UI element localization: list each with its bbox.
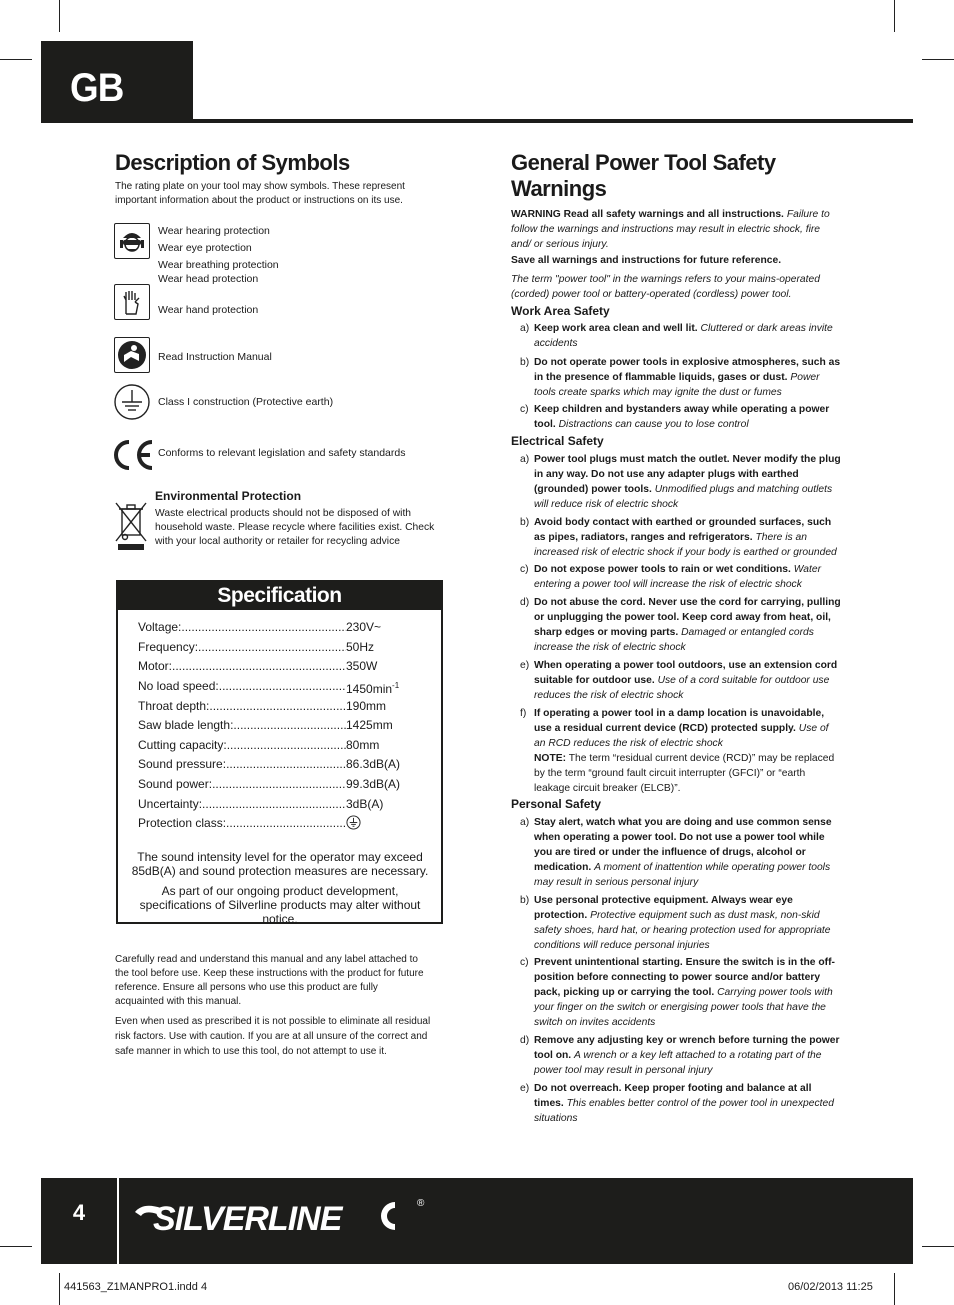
- read-manual-paragraph: Carefully read and understand this manual and any label attached to the tool before use. Keep these instructions with the product for future reference. Ensure all persons who use this product are fully acquainted with this manual.: [115, 954, 424, 1007]
- crop-mark: [922, 59, 954, 60]
- spec-row-sound-power: Sound power: ..... 99.3dB(A): [138, 776, 428, 792]
- slug-timestamp: 06/02/2013 11:25: [788, 1281, 873, 1293]
- crop-mark: [894, 0, 895, 32]
- language-label: GB: [70, 66, 124, 110]
- read-manual-label: Read Instruction Manual: [158, 351, 272, 363]
- save-warnings: Save all warnings and instructions for future reference.: [511, 255, 782, 266]
- warnings-title: General Power Tool Safety Warnings: [511, 150, 776, 201]
- header-rule: [193, 119, 913, 123]
- hand-protection-label: Wear hand protection: [158, 304, 259, 316]
- symbols-title: Description of Symbols: [115, 150, 350, 175]
- spec-row-throat-depth: Throat depth: ..... 190mm: [138, 698, 428, 714]
- spec-row-voltage: Voltage: ..... 230V~: [138, 619, 428, 635]
- spec-row-frequency: Frequency: ..... 50Hz: [138, 639, 428, 655]
- spec-row-uncertainty: Uncertainty: ..... 3dB(A): [138, 796, 428, 812]
- warning-intro: WARNING Read all safety warnings and all instructions. Failure to follow the warnings and instructions may result in electric shock, fire and/ or serious injury.: [511, 209, 830, 250]
- section-electrical: Electrical Safety: [511, 434, 604, 448]
- warning-item: f) If operating a power tool in a damp location is unavoidable, use a residual current device (RCD) protected supply. Use of an RCD reduces the risk of electric shock NOTE: The term “residual current device (RCD)” may be replaced by the term “ground fault circuit interrupter (GFCI)” or “earth leakage circuit breaker (ELCB)”.: [520, 708, 835, 794]
- specification-title: Specification: [118, 582, 441, 610]
- ce-mark-icon: [110, 438, 156, 477]
- specification-box: [116, 580, 443, 924]
- environmental-title: Environmental Protection: [155, 489, 302, 503]
- footer-divider: [117, 1178, 119, 1264]
- warning-item: e) When operating a power tool outdoors, use an extension cord suitable for outdoor use. Use of a cord suitable for outdoor use reduces the risk of electric shock: [520, 660, 838, 701]
- warning-item: a) Keep work area clean and well lit. Cluttered or dark areas invite accidents: [520, 323, 833, 349]
- spec-row-blade-length: Saw blade length: ..... 1425mm: [138, 717, 428, 733]
- warning-item: c) Keep children and bystanders away while operating a power tool. Distractions can cause you to lose control: [520, 404, 830, 430]
- spec-row-protection-class: Protection class: .....: [138, 815, 428, 831]
- spec-row-motor: Motor: ..... 350W: [138, 658, 428, 674]
- crop-mark: [0, 1246, 32, 1247]
- sound-note: The sound intensity level for the operator may exceed 85dB(A) and sound protection measures are necessary.: [131, 850, 429, 878]
- ppe-label-hearing: Wear hearing protection: [158, 225, 270, 237]
- protective-earth-icon: [113, 383, 151, 426]
- ppe-label-eye: Wear eye protection: [158, 242, 252, 254]
- warning-item: a) Power tool plugs must match the outlet. Never modify the plug in any way. Do not use any adapter plugs with earthed (grounded) power tools. Unmodified plugs and matching outlets will reduce risk of electric shock: [520, 454, 841, 510]
- weee-bin-icon: [114, 501, 148, 556]
- section-personal: Personal Safety: [511, 797, 602, 811]
- warning-item: b) Avoid body contact with earthed or grounded surfaces, such as pipes, radiators, ranges and refrigerators. There is an increased risk of electric shock if your body is earthed or grounded: [520, 517, 837, 558]
- crop-mark: [59, 0, 60, 32]
- environmental-text: Waste electrical products should not be disposed of with household waste. Please recycle where facilities exist. Check with your local authority or retailer for recycling advice: [155, 508, 435, 547]
- spec-row-sound-pressure: Sound pressure: ..... 86.3dB(A): [138, 756, 428, 772]
- warning-item: c) Prevent unintentional starting. Ensure the switch is in the off-position before connecting to power source and/or battery pack, picking up or carrying the tool. Carrying power tools with your finger on the switch or energising power tools that have the switch on invites accidents: [520, 957, 835, 1028]
- warning-item: e) Do not overreach. Keep proper footing and balance at all times. This enables better control of the power tool in unexpected situations: [520, 1083, 834, 1124]
- ce-label: Conforms to relevant legislation and safety standards: [158, 447, 406, 459]
- ppe-label-head: Wear head protection: [158, 273, 259, 285]
- warning-item: d) Do not abuse the cord. Never use the cord for carrying, pulling or unplugging the power tool. Keep cord away from heat, oil, sharp edges or moving parts. Damaged or entangled cords increase the risk of electric shock: [520, 597, 841, 653]
- warning-item: b) Use personal protective equipment. Always wear eye protection. Protective equipment such as dust mask, non-skid safety shoes, hard hat, or hearing protection used for appropriate conditions will reduce personal injuries: [520, 895, 831, 951]
- crop-mark: [922, 1246, 954, 1247]
- glove-icon: [114, 284, 150, 320]
- protective-earth-icon: [346, 815, 361, 830]
- crop-mark: [59, 1273, 60, 1305]
- silverline-logo: [133, 1190, 433, 1240]
- spec-row-cutting-capacity: Cutting capacity: ..... 80mm: [138, 737, 428, 753]
- crop-mark: [0, 59, 32, 60]
- class1-label: Class I construction (Protective earth): [158, 396, 334, 408]
- svg-text:SILVERLINE: SILVERLINE: [153, 1200, 342, 1238]
- product-dev-note: As part of our ongoing product development, specifications of Silverline products may alter without notice.: [139, 884, 421, 926]
- warning-item: d) Remove any adjusting key or wrench before turning the power tool on. A wrench or a key left attached to a rotating part of the power tool may result in personal injury: [520, 1035, 840, 1076]
- ppe-label-breathing: Wear breathing protection: [158, 259, 279, 271]
- page-number: 4: [72, 1200, 86, 1225]
- svg-text:®: ®: [417, 1198, 425, 1209]
- read-manual-icon: [114, 337, 150, 373]
- section-work-area: Work Area Safety: [511, 304, 610, 318]
- power-tool-term: The term "power tool" in the warnings refers to your mains-operated (corded) power tool or battery-operated (cordless) power tool.: [511, 274, 820, 300]
- spec-row-no-load-speed: No load speed: ..... $1450\min^{-1}$: [138, 678, 428, 697]
- symbols-intro: The rating plate on your tool may show symbols. These represent important information about the product or instructions on its use.: [115, 181, 405, 206]
- residual-risk-paragraph: Even when used as prescribed it is not possible to eliminate all residual risk factors. Use with caution. If you are at all unsure of the correct and safe manner in which to use this tool, do not attempt to use it.: [115, 1016, 431, 1057]
- slug-filename: 441563_Z1MANPRO1.indd 4: [64, 1281, 208, 1293]
- warning-item: b) Do not operate power tools in explosive atmospheres, such as in the presence of flammable liquids, gases or dust. Power tools create sparks which may ignite the dust or fumes: [520, 357, 841, 398]
- ppe-head-icon: [114, 223, 150, 259]
- page-footer: [41, 1178, 913, 1264]
- warning-item: a) Stay alert, watch what you are doing and use common sense when operating a power tool. Do not use a power tool while you are tired or under the influence of drugs, alcohol or medication. A moment of inattention while operating power tools may result in serious personal injury: [520, 817, 832, 888]
- warning-item: c) Do not expose power tools to rain or wet conditions. Water entering a power tool will increase the risk of electric shock: [520, 564, 822, 590]
- crop-mark: [894, 1273, 895, 1305]
